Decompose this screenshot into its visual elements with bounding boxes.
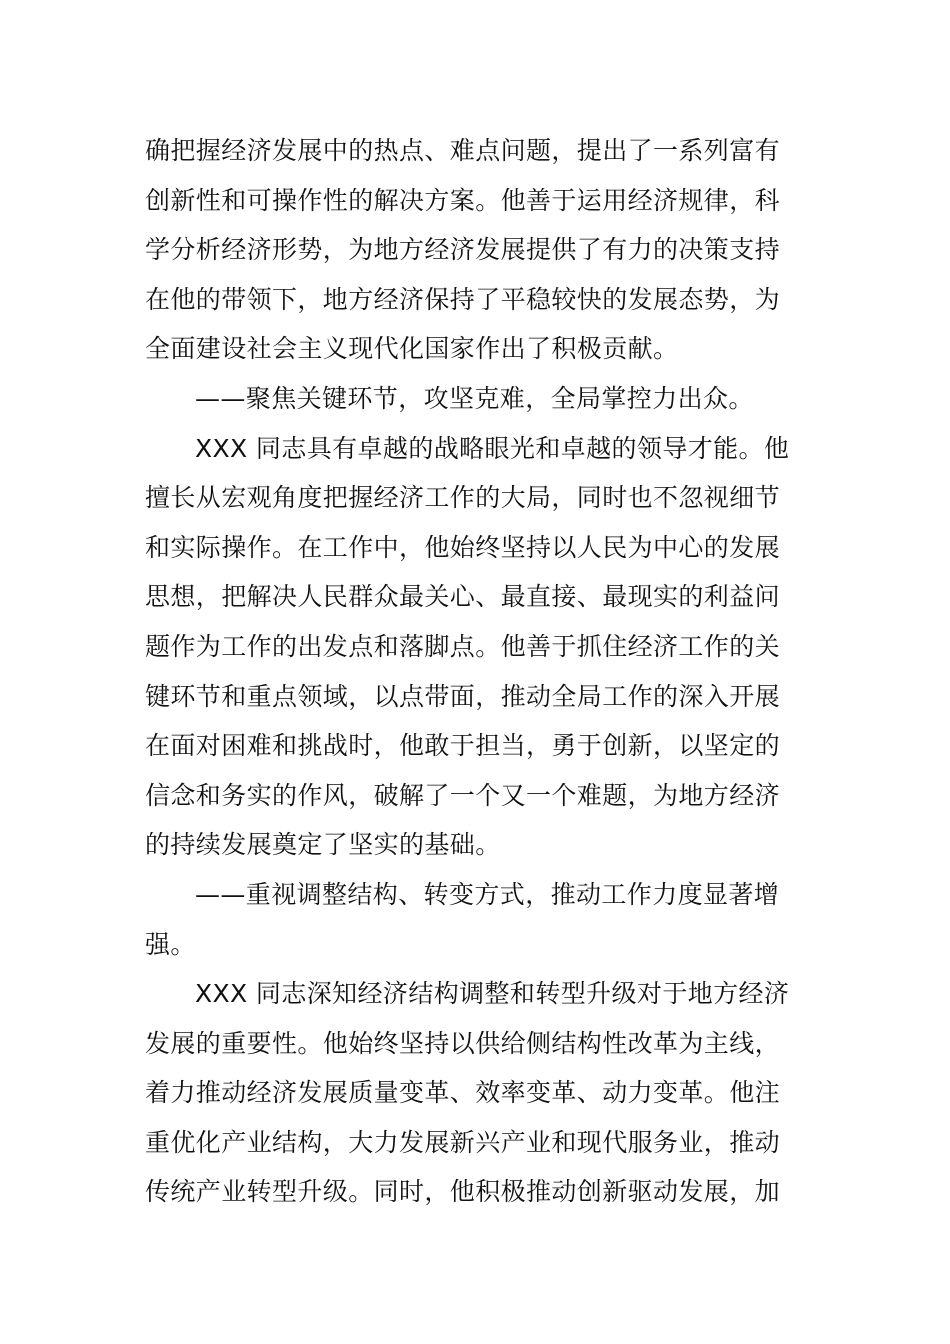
text-line: 思想，把解决人民群众最关心、最直接、最现实的利益问 [145,582,781,612]
text-line: 信念和务实的作风，破解了一个又一个难题，为地方经济 [145,780,781,810]
text-line: 和实际操作。在工作中，他始终坚持以人民为中心的发展 [145,532,781,562]
text-line: ——重视调整结构、转变方式，推动工作力度显著增 [195,879,780,909]
text-line: 创新性和可操作性的解决方案。他善于运用经济规律，科 [145,185,781,215]
text-line: 确把握经济发展中的热点、难点问题，提出了一系列富有 [145,136,781,165]
text-line: 重优化产业结构，大力发展新兴产业和现代服务业，推动 [145,1127,781,1157]
text-line: XXX 同志深知经济结构调整和转型升级对于地方经济 [195,979,790,1009]
text-line: 的持续发展奠定了坚实的基础。 [145,830,501,860]
text-line: 强。 [145,929,196,959]
text-line: 在面对困难和挑战时，他敢于担当，勇于创新，以坚定的 [145,731,781,761]
text-line: 着力推动经济发展质量变革、效率变革、动力变革。他注 [145,1078,781,1108]
text-line: 学分析经济形势，为地方经济发展提供了有力的决策支持 [145,235,781,265]
text-line: XXX 同志具有卓越的战略眼光和卓越的领导才能。他 [195,433,790,463]
document-body [145,126,810,1217]
text-line: ——聚焦关键环节，攻坚克难，全局掌控力出众。 [195,383,754,413]
text-line: 键环节和重点领域，以点带面，推动全局工作的深入开展 [145,681,781,711]
text-line: 题作为工作的出发点和落脚点。他善于抓住经济工作的关 [145,631,781,661]
text-line: 在他的带领下，地方经济保持了平稳较快的发展态势，为 [145,284,781,314]
text-line: 擅长从宏观角度把握经济工作的大局，同时也不忽视细节 [145,483,781,513]
text-line: 全面建设社会主义现代化国家作出了积极贡献。 [145,334,679,364]
text-line: 发展的重要性。他始终坚持以供给侧结构性改革为主线， [145,1028,781,1058]
text-line: 传统产业转型升级。同时，他积极推动创新驱动发展，加 [145,1177,781,1207]
